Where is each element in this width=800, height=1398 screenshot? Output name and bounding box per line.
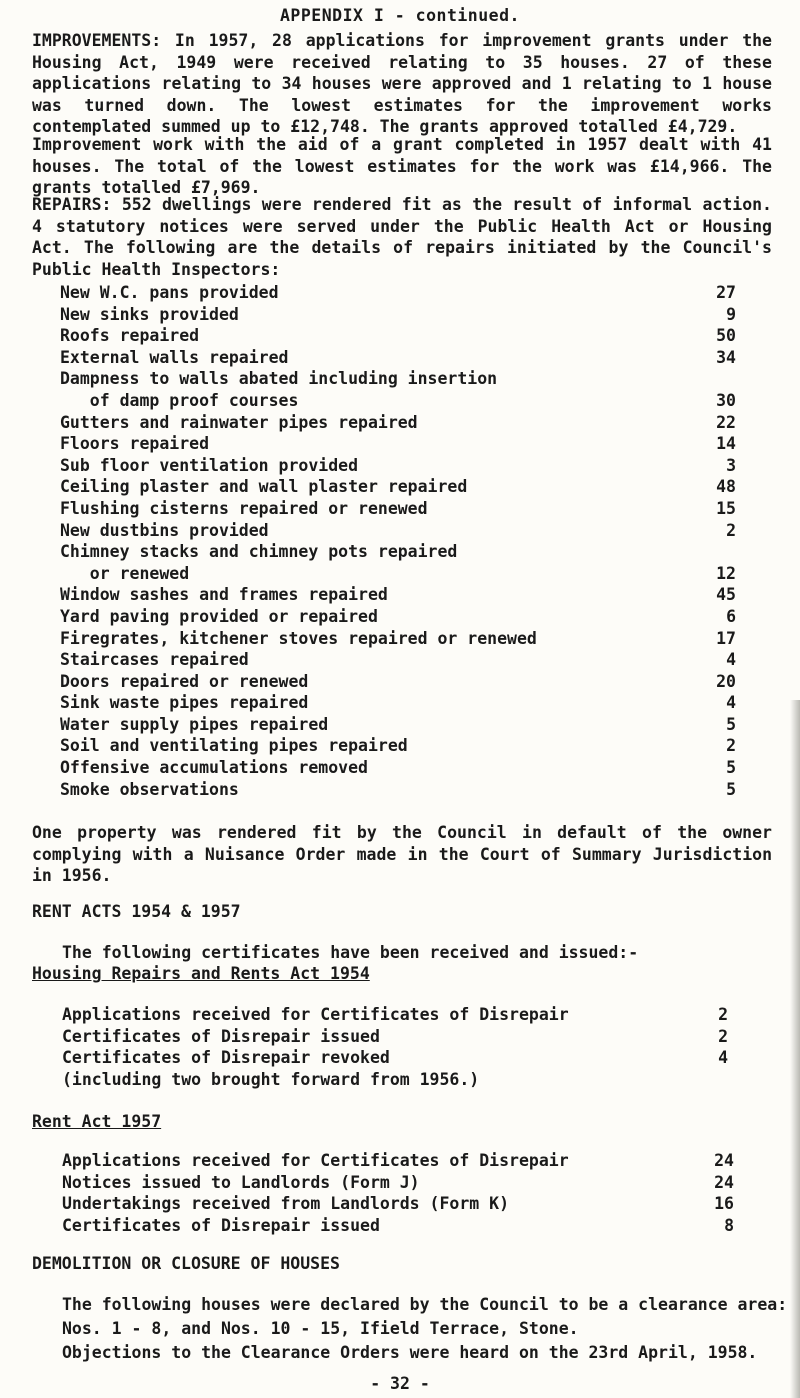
- repair-row-label: Offensive accumulations removed: [60, 758, 368, 778]
- housing-act-row-label: Certificates of Disrepair issued: [62, 1026, 380, 1046]
- repair-row: [60, 368, 736, 390]
- housing-act-row-value: 2: [718, 1005, 728, 1024]
- housing-act-row: [62, 1026, 728, 1048]
- improvement-work-paragraph: Improvement work with the aid of a grant completed in 1957 dealt with 41 houses. The total of the lowest estimates for the work was £14,966. The grants totalled £7,969.: [32, 135, 772, 197]
- repair-row-value: 27: [716, 283, 736, 302]
- repair-row-value: 20: [716, 671, 736, 691]
- scan-shadow-edge: [790, 700, 800, 1398]
- rent-act-row: [62, 1193, 734, 1215]
- repairs-table: [60, 282, 736, 800]
- repair-row: [60, 520, 736, 542]
- page-number: - 32 -: [370, 1374, 430, 1393]
- improvements-paragraph: IMPROVEMENTS: In 1957, 28 applications for improvement grants under the Housing Act, 1949 were received relating to 35 houses. 27 of these applications relating to 34 houses were approved and 1 relating to 1 house was turned down. The lowest estimates for the improvement works contemplated summed up to £12,748. The grants approved totalled £4,729.: [32, 31, 772, 136]
- housing-act-row-value: [698, 1069, 728, 1091]
- repair-row-label: of damp proof courses: [60, 390, 299, 410]
- clearance-area-line: The following houses were declared by the Council to be a clearance area:: [62, 1295, 788, 1314]
- rent-act-row: [62, 1215, 734, 1237]
- rent-act-1957-title: Rent Act 1957: [32, 1112, 162, 1131]
- nuisance-order-paragraph: One property was rendered fit by the Council in default of the owner complying with a Nuisance Order made in the Court of Summary Jurisdiction in 1956.: [32, 823, 772, 885]
- housing-act-row-label: Applications received for Certificates of Disrepair: [62, 1005, 569, 1024]
- repair-row-label: Staircases repaired: [60, 650, 249, 670]
- repair-row-label: Dampness to walls abated including insertion: [60, 369, 498, 389]
- rent-act-1957-table: [62, 1150, 734, 1236]
- repair-row-value: 2: [726, 520, 736, 540]
- repair-row-label: New W.C. pans provided: [60, 283, 279, 302]
- repair-row: [60, 433, 736, 455]
- rent-act-row: [62, 1172, 734, 1194]
- housing-repairs-act-title: Housing Repairs and Rents Act 1954: [32, 964, 370, 983]
- repair-row: [60, 282, 736, 304]
- repair-row: [60, 476, 736, 498]
- rent-acts-intro: The following certificates have been received and issued:-: [62, 943, 639, 962]
- demolition-title: DEMOLITION OR CLOSURE OF HOUSES: [32, 1254, 340, 1273]
- repair-row-value: 3: [726, 455, 736, 475]
- repair-row: [60, 325, 736, 347]
- repair-row-value: 5: [726, 714, 736, 734]
- repair-row-value: 9: [726, 304, 736, 324]
- repair-row-label: Yard paving provided or repaired: [60, 606, 378, 626]
- repair-row-label: Water supply pipes repaired: [60, 714, 329, 734]
- housing-act-row-value: 2: [718, 1026, 728, 1046]
- repairs-intro: REPAIRS: 552 dwellings were rendered fit as the result of informal action. 4 statutory notices were served under the Public Health Act or Housing Act. The following are the details of repairs initiated by the Council's Public Health Inspectors:: [32, 195, 772, 279]
- repair-row-value: 15: [716, 498, 736, 518]
- repair-row-value: 34: [716, 347, 736, 367]
- rent-acts-title: RENT ACTS 1954 & 1957: [32, 902, 241, 921]
- repair-row: [60, 606, 736, 628]
- repair-row-value: 12: [716, 563, 736, 583]
- repair-row-label: Chimney stacks and chimney pots repaired: [60, 542, 458, 562]
- repair-row: [60, 304, 736, 326]
- repair-row-label: or renewed: [60, 563, 190, 583]
- repair-row: [60, 692, 736, 714]
- housing-act-row: [62, 1004, 728, 1026]
- repair-row: [60, 779, 736, 801]
- repair-row-label: External walls repaired: [60, 347, 289, 367]
- repair-row-value: 4: [726, 693, 736, 713]
- repair-row: [60, 541, 736, 563]
- housing-act-row-label: (including two brought forward from 1956.): [62, 1069, 480, 1089]
- objections-line: Objections to the Clearance Orders were heard on the 23rd April, 1958.: [62, 1343, 758, 1362]
- rent-act-row-value: 24: [714, 1172, 734, 1192]
- repair-row: [60, 628, 736, 650]
- repair-row-value: 4: [726, 650, 736, 670]
- rent-act-row-label: Certificates of Disrepair issued: [62, 1215, 380, 1235]
- housing-repairs-act-table: [62, 1004, 728, 1090]
- appendix-heading: APPENDIX I - continued.: [280, 6, 520, 25]
- repair-row: [60, 347, 736, 369]
- housing-act-row: [62, 1069, 728, 1091]
- repair-row-label: Firegrates, kitchener stoves repaired or renewed: [60, 628, 537, 648]
- repair-row-label: Smoke observations: [60, 779, 239, 799]
- repair-row: [60, 757, 736, 779]
- repair-row: [60, 390, 736, 412]
- rent-act-row-label: Notices issued to Landlords (Form J): [62, 1172, 420, 1192]
- repair-row-label: Floors repaired: [60, 434, 210, 454]
- repair-row-label: Sink waste pipes repaired: [60, 693, 309, 713]
- repair-row-label: Soil and ventilating pipes repaired: [60, 736, 408, 756]
- repair-row-label: Sub floor ventilation provided: [60, 455, 359, 475]
- rent-act-row-value: 16: [714, 1194, 734, 1214]
- repair-row-label: New dustbins provided: [60, 520, 269, 540]
- repair-row: [60, 455, 736, 477]
- housing-act-row: [62, 1047, 728, 1069]
- repair-row-value: 48: [716, 477, 736, 497]
- repair-row: [60, 584, 736, 606]
- repair-row: [60, 412, 736, 434]
- repair-row: [60, 735, 736, 757]
- rent-act-row: [62, 1150, 734, 1172]
- repair-row-value: [706, 541, 736, 563]
- repair-row-value: 5: [726, 758, 736, 778]
- rent-act-row-value: 24: [714, 1151, 734, 1170]
- repair-row: [60, 498, 736, 520]
- repair-row-value: 22: [716, 412, 736, 432]
- repair-row-label: Roofs repaired: [60, 326, 200, 346]
- repair-row-value: 50: [716, 326, 736, 346]
- repair-row-label: Ceiling plaster and wall plaster repaired: [60, 477, 468, 497]
- repair-row: [60, 563, 736, 585]
- repair-row-value: 45: [716, 585, 736, 605]
- rent-act-row-label: Undertakings received from Landlords (Form K): [62, 1194, 510, 1214]
- rent-act-row-value: 8: [724, 1215, 734, 1235]
- repair-row-value: 14: [716, 434, 736, 454]
- repair-row-label: Gutters and rainwater pipes repaired: [60, 412, 418, 432]
- repair-row: [60, 671, 736, 693]
- repair-row-value: [706, 368, 736, 390]
- repair-row: [60, 714, 736, 736]
- housing-act-row-value: 4: [718, 1048, 728, 1068]
- clearance-houses-line: Nos. 1 - 8, and Nos. 10 - 15, Ifield Terrace, Stone.: [62, 1319, 579, 1338]
- repair-row-label: Flushing cisterns repaired or renewed: [60, 498, 428, 518]
- housing-act-row-label: Certificates of Disrepair revoked: [62, 1048, 390, 1068]
- repair-row-label: New sinks provided: [60, 304, 239, 324]
- repair-row-value: 30: [716, 390, 736, 410]
- repair-row-label: Window sashes and frames repaired: [60, 585, 388, 605]
- repair-row: [60, 649, 736, 671]
- repair-row-value: 5: [726, 779, 736, 799]
- repair-row-value: 6: [726, 606, 736, 626]
- repair-row-value: 2: [726, 736, 736, 756]
- rent-act-row-label: Applications received for Certificates of Disrepair: [62, 1151, 569, 1170]
- repair-row-value: 17: [716, 628, 736, 648]
- repair-row-label: Doors repaired or renewed: [60, 671, 309, 691]
